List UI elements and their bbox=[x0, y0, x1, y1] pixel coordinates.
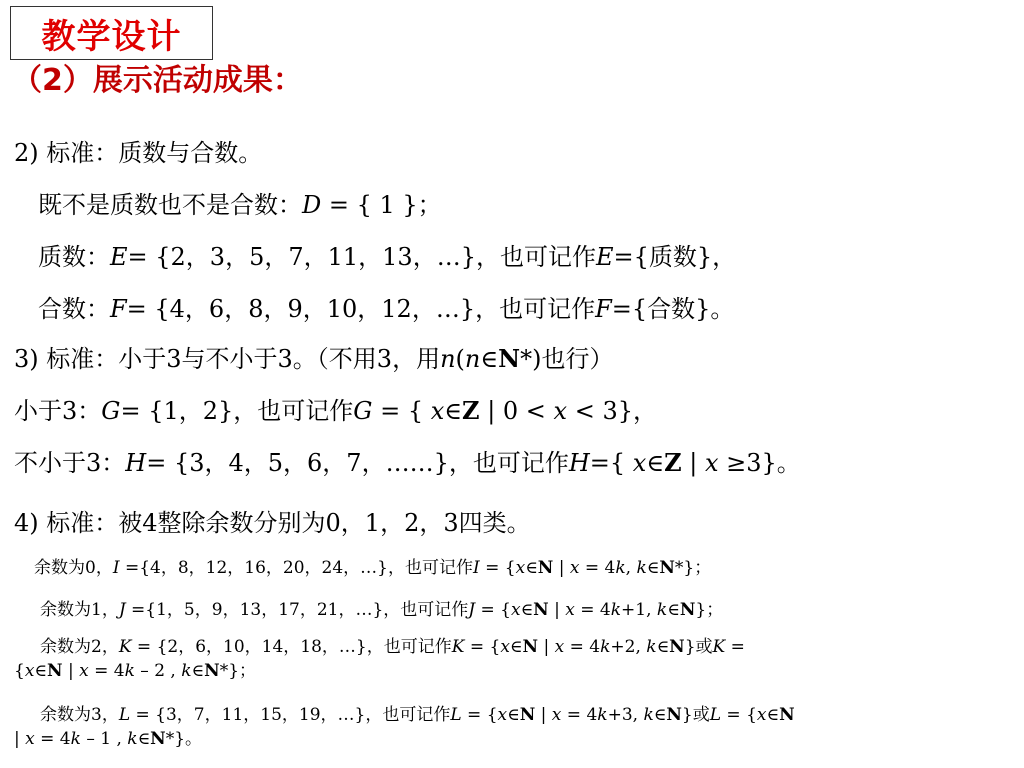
text-segment: = 4 bbox=[561, 705, 598, 725]
text-segment: = {3，4，5，6，7，……}，也可记作 bbox=[146, 449, 569, 477]
text-segment: k bbox=[643, 705, 654, 725]
text-segment: N bbox=[533, 600, 549, 620]
text-segment: N bbox=[522, 637, 539, 657]
text-segment: L bbox=[118, 705, 131, 725]
text-segment: ∈ bbox=[137, 729, 151, 749]
text-segment: = { bbox=[372, 397, 431, 425]
text-segment: | bbox=[62, 661, 80, 681]
text-segment: = 4 bbox=[564, 637, 601, 657]
text-segment: x bbox=[553, 397, 568, 425]
text-segment: x bbox=[554, 637, 565, 657]
text-segment: k bbox=[181, 661, 192, 681]
text-line-primes-set bbox=[38, 237, 736, 272]
text-segment: ∈ bbox=[646, 558, 660, 578]
text-segment: N bbox=[669, 637, 685, 657]
text-segment: x bbox=[497, 705, 508, 725]
text-segment: n bbox=[464, 345, 481, 373]
text-segment: = 4 bbox=[579, 558, 616, 578]
text-segment: 余数为1， bbox=[40, 600, 119, 620]
text-segment: L bbox=[450, 705, 462, 725]
text-segment: 4) 标准：被4整除余数分别为0，1，2，3四类。 bbox=[14, 509, 531, 537]
text-segment: N bbox=[537, 558, 554, 578]
text-segment: 2) 标准：质数与合数。 bbox=[14, 139, 263, 167]
text-segment: }； bbox=[695, 600, 724, 620]
text-segment: N bbox=[679, 600, 696, 620]
text-segment: k bbox=[597, 705, 608, 725]
text-segment: N bbox=[659, 558, 675, 578]
text-segment: = { bbox=[464, 637, 501, 657]
text-segment: *}； bbox=[219, 661, 257, 681]
text-line-not-less-than-3 bbox=[14, 443, 801, 478]
text-segment: ∈ bbox=[34, 661, 48, 681]
text-line-criterion-4 bbox=[14, 503, 531, 538]
text-segment: x bbox=[756, 705, 767, 725]
text-segment: < 3}， bbox=[567, 397, 657, 425]
text-segment: ={合数}。 bbox=[611, 295, 735, 323]
text-segment: 小于3： bbox=[14, 397, 102, 425]
text-segment: E bbox=[595, 243, 614, 271]
text-segment: | bbox=[535, 705, 552, 725]
text-segment: x bbox=[704, 449, 719, 477]
text-segment: N bbox=[150, 729, 166, 749]
text-segment: ∈ bbox=[653, 705, 667, 725]
text-segment: *)也行） bbox=[520, 345, 614, 373]
text-segment: = {2，6，10，14，18，…}，也可记作 bbox=[131, 637, 452, 657]
text-segment: ={1，5，9，13，17，21，…}，也可记作 bbox=[125, 600, 469, 620]
text-segment: k bbox=[600, 637, 611, 657]
text-segment: = { bbox=[461, 705, 498, 725]
text-segment: = {2，3，5，7，11，13，…}，也可记作 bbox=[127, 243, 596, 271]
text-segment: F bbox=[595, 295, 612, 323]
text-segment: ∈ bbox=[480, 345, 499, 373]
text-segment: = {4，6，8，9，10，12，…}，也可记作 bbox=[126, 295, 596, 323]
text-segment: ∈ bbox=[520, 600, 534, 620]
text-segment: L bbox=[709, 705, 722, 725]
text-segment: 质数： bbox=[38, 243, 110, 271]
text-line-criterion-2 bbox=[14, 133, 262, 168]
text-line-remainder-2-b bbox=[14, 656, 256, 681]
text-segment: | 0 < bbox=[479, 397, 554, 425]
text-segment: = 4 bbox=[88, 661, 125, 681]
text-line-less-than-3 bbox=[14, 391, 657, 426]
text-segment: H bbox=[125, 449, 147, 477]
text-segment: = bbox=[725, 637, 745, 657]
text-segment: = { bbox=[479, 558, 516, 578]
text-segment: = {1，2}，也可记作 bbox=[120, 397, 354, 425]
section-subtitle: （2）展示活动成果： bbox=[12, 63, 303, 98]
text-segment: ∈ bbox=[766, 705, 780, 725]
text-segment: ∈ bbox=[667, 600, 680, 620]
text-segment: 合数： bbox=[38, 295, 110, 323]
text-segment: D bbox=[302, 191, 322, 219]
text-segment: ∈ bbox=[191, 661, 205, 681]
text-segment: 余数为0， bbox=[34, 558, 113, 578]
text-segment: N bbox=[666, 705, 682, 725]
text-line-remainder-1 bbox=[40, 595, 723, 620]
text-segment: +2, bbox=[610, 637, 647, 657]
text-segment: K bbox=[118, 637, 132, 657]
text-segment: E bbox=[110, 243, 128, 271]
text-segment: G bbox=[353, 397, 373, 425]
text-segment: x bbox=[79, 661, 89, 681]
page-title: 教学设计 bbox=[41, 16, 182, 57]
text-segment: ∈ bbox=[656, 637, 670, 657]
text-segment: *}。 bbox=[165, 729, 203, 749]
text-segment: K bbox=[451, 637, 465, 657]
text-segment: n bbox=[440, 345, 456, 373]
text-segment: x bbox=[500, 637, 510, 657]
text-segment: ( bbox=[455, 345, 465, 373]
text-segment: k bbox=[127, 729, 138, 749]
text-line-remainder-0 bbox=[34, 553, 711, 578]
text-segment: G bbox=[101, 397, 121, 425]
text-segment: = 4 bbox=[574, 600, 611, 620]
text-segment: | bbox=[548, 600, 566, 620]
text-segment: x bbox=[430, 397, 445, 425]
text-segment: ∈ bbox=[509, 637, 523, 657]
text-segment: N bbox=[204, 661, 220, 681]
title-box bbox=[10, 6, 213, 60]
text-segment: = {3，7，11，15，19，…}，也可记作 bbox=[130, 705, 451, 725]
text-segment: | bbox=[538, 637, 555, 657]
text-segment: x bbox=[510, 600, 521, 620]
text-line-composites-set bbox=[38, 289, 734, 324]
text-segment: ={质数}， bbox=[613, 243, 737, 271]
text-segment: ={4，8，12，16，20，24，…}，也可记作 bbox=[119, 558, 473, 578]
text-segment: +1, bbox=[621, 600, 657, 620]
text-segment: x bbox=[515, 558, 526, 578]
text-segment: +3, bbox=[607, 705, 644, 725]
text-segment: 余数为3， bbox=[40, 705, 119, 725]
text-segment: k bbox=[124, 661, 135, 681]
text-segment: k bbox=[646, 637, 657, 657]
text-segment: x bbox=[565, 600, 575, 620]
text-segment: N bbox=[779, 705, 795, 725]
text-line-remainder-3-a bbox=[40, 700, 795, 725]
text-segment: H bbox=[568, 449, 590, 477]
text-segment: x bbox=[24, 661, 35, 681]
text-segment: | bbox=[681, 449, 705, 477]
text-segment: ∈ bbox=[444, 397, 463, 425]
text-segment: , bbox=[625, 558, 637, 578]
text-segment: – 2 , bbox=[134, 661, 182, 681]
text-segment: N bbox=[498, 344, 521, 373]
text-segment: ≥3}。 bbox=[718, 449, 801, 477]
text-segment: = { bbox=[721, 705, 757, 725]
text-segment: = 4 bbox=[34, 729, 71, 749]
text-segment: 3) 标准：小于3与不小于3。（不用3，用 bbox=[14, 345, 441, 373]
text-segment: k bbox=[610, 600, 622, 620]
text-line-remainder-3-b bbox=[14, 724, 202, 749]
text-segment: J bbox=[118, 600, 126, 620]
text-segment: 不小于3： bbox=[14, 449, 126, 477]
text-segment: x bbox=[551, 705, 562, 725]
text-segment: ∈ bbox=[525, 558, 538, 578]
text-segment: N bbox=[47, 661, 63, 681]
text-segment: x bbox=[632, 449, 647, 477]
text-line-remainder-2-a bbox=[40, 632, 745, 657]
text-segment: 余数为2， bbox=[40, 637, 119, 657]
text-segment: k bbox=[70, 729, 81, 749]
text-segment: = { bbox=[475, 600, 511, 620]
text-segment: = { 1 }； bbox=[321, 191, 442, 219]
text-segment: x bbox=[25, 729, 35, 749]
text-line-criterion-3 bbox=[14, 339, 613, 374]
text-segment: *}； bbox=[674, 558, 712, 578]
text-segment: I bbox=[473, 558, 480, 578]
text-segment: x bbox=[569, 558, 580, 578]
text-segment: 既不是质数也不是合数： bbox=[38, 191, 302, 219]
text-segment: k bbox=[636, 558, 647, 578]
text-segment: ∈ bbox=[507, 705, 520, 725]
text-segment: Z bbox=[462, 396, 480, 425]
text-segment: | bbox=[553, 558, 570, 578]
text-segment: N bbox=[519, 705, 536, 725]
text-segment: ∈ bbox=[646, 449, 665, 477]
text-segment: I bbox=[112, 558, 120, 578]
text-segment: ={ bbox=[589, 449, 633, 477]
text-segment: }或 bbox=[684, 637, 713, 657]
text-segment: }或 bbox=[681, 705, 710, 725]
text-line-neither-prime-nor-composite bbox=[38, 185, 442, 220]
text-segment: K bbox=[712, 637, 726, 657]
text-segment: k bbox=[615, 558, 626, 578]
text-segment: | bbox=[14, 729, 26, 749]
text-segment: { bbox=[14, 661, 25, 681]
text-segment: J bbox=[468, 600, 476, 620]
text-segment: k bbox=[656, 600, 668, 620]
text-segment: F bbox=[110, 295, 127, 323]
text-segment: Z bbox=[664, 448, 682, 477]
text-segment: – 1 , bbox=[80, 729, 128, 749]
